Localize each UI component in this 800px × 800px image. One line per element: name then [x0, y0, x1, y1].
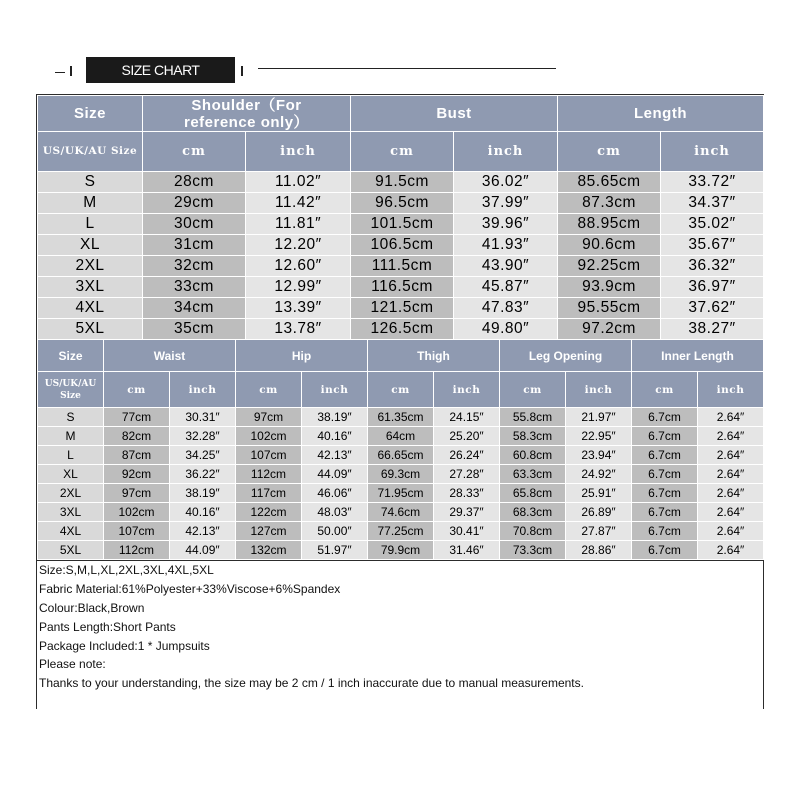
cm-value-cell: 6.7cm [632, 465, 698, 484]
table-row [38, 214, 764, 235]
inch-value-cell: 40.16″ [302, 427, 368, 446]
size-cell: M [38, 193, 143, 214]
table-row [38, 522, 764, 541]
bust-header: Bust [351, 96, 558, 132]
size-cell: 3XL [38, 503, 104, 522]
shoulder-header: Shoulder（For reference only） [143, 96, 351, 132]
inch-value-cell: 30.31″ [170, 408, 236, 427]
cm-value-cell: 6.7cm [632, 503, 698, 522]
unit-inch: inch [246, 132, 351, 172]
inch-value-cell: 21.97″ [566, 408, 632, 427]
size-header: Size [38, 340, 104, 372]
leg-opening-header: Leg Opening [500, 340, 632, 372]
cm-value-cell: 29cm [143, 193, 246, 214]
inch-value-cell: 36.22″ [170, 465, 236, 484]
inch-value-cell: 45.87″ [454, 277, 558, 298]
cm-value-cell: 122cm [236, 503, 302, 522]
note-heading: Please note: [39, 657, 106, 671]
inch-value-cell: 48.03″ [302, 503, 368, 522]
note-sizes: Size:S,M,L,XL,2XL,3XL,4XL,5XL [39, 563, 214, 577]
inch-value-cell: 32.28″ [170, 427, 236, 446]
cm-value-cell: 73.3cm [500, 541, 566, 560]
table-row [38, 235, 764, 256]
inch-value-cell: 37.62″ [661, 298, 764, 319]
unit-cm: cm [558, 132, 661, 172]
inch-value-cell: 36.02″ [454, 172, 558, 193]
table-row [38, 503, 764, 522]
length-header: Length [558, 96, 764, 132]
cm-value-cell: 64cm [368, 427, 434, 446]
inch-value-cell: 38.19″ [170, 484, 236, 503]
cm-value-cell: 87.3cm [558, 193, 661, 214]
cm-value-cell: 127cm [236, 522, 302, 541]
size-cell: 3XL [38, 277, 143, 298]
table-row [38, 298, 764, 319]
cm-value-cell: 65.8cm [500, 484, 566, 503]
cm-value-cell: 90.6cm [558, 235, 661, 256]
cm-value-cell: 92.25cm [558, 256, 661, 277]
cm-value-cell: 6.7cm [632, 427, 698, 446]
cm-value-cell: 111.5cm [351, 256, 454, 277]
inch-value-cell: 50.00″ [302, 522, 368, 541]
inch-value-cell: 2.64″ [698, 541, 764, 560]
inch-value-cell: 42.13″ [302, 446, 368, 465]
cm-value-cell: 6.7cm [632, 446, 698, 465]
thigh-header: Thigh [368, 340, 500, 372]
unit-inch: inch [170, 372, 236, 408]
inch-value-cell: 39.96″ [454, 214, 558, 235]
cm-value-cell: 63.3cm [500, 465, 566, 484]
inch-value-cell: 24.92″ [566, 465, 632, 484]
inch-value-cell: 2.64″ [698, 427, 764, 446]
cm-value-cell: 102cm [104, 503, 170, 522]
cm-value-cell: 85.65cm [558, 172, 661, 193]
cm-value-cell: 132cm [236, 541, 302, 560]
banner-tick [241, 66, 243, 76]
inch-value-cell: 2.64″ [698, 446, 764, 465]
cm-value-cell: 82cm [104, 427, 170, 446]
inch-value-cell: 35.02″ [661, 214, 764, 235]
cm-value-cell: 117cm [236, 484, 302, 503]
table-row [38, 319, 764, 340]
cm-value-cell: 101.5cm [351, 214, 454, 235]
inch-value-cell: 35.67″ [661, 235, 764, 256]
cm-value-cell: 93.9cm [558, 277, 661, 298]
size-cell: M [38, 427, 104, 446]
cm-value-cell: 35cm [143, 319, 246, 340]
cm-value-cell: 91.5cm [351, 172, 454, 193]
inch-value-cell: 33.72″ [661, 172, 764, 193]
unit-cm: cm [104, 372, 170, 408]
cm-value-cell: 61.35cm [368, 408, 434, 427]
cm-value-cell: 107cm [236, 446, 302, 465]
cm-value-cell: 107cm [104, 522, 170, 541]
inner-length-header: Inner Length [632, 340, 764, 372]
inch-value-cell: 28.86″ [566, 541, 632, 560]
note-fabric: Fabric Material:61%Polyester+33%Viscose+6%Spandex [39, 582, 341, 596]
size-cell: L [38, 214, 143, 235]
inch-value-cell: 23.94″ [566, 446, 632, 465]
inch-value-cell: 25.91″ [566, 484, 632, 503]
unit-inch: inch [454, 132, 558, 172]
cm-value-cell: 126.5cm [351, 319, 454, 340]
inch-value-cell: 42.13″ [170, 522, 236, 541]
cm-value-cell: 121.5cm [351, 298, 454, 319]
inch-value-cell: 30.41″ [434, 522, 500, 541]
inch-value-cell: 37.99″ [454, 193, 558, 214]
cm-value-cell: 74.6cm [368, 503, 434, 522]
inch-value-cell: 26.89″ [566, 503, 632, 522]
cm-value-cell: 88.95cm [558, 214, 661, 235]
table-row [38, 541, 764, 560]
table-row [38, 408, 764, 427]
cm-value-cell: 6.7cm [632, 408, 698, 427]
note-package: Package Included:1 * Jumpsuits [39, 639, 210, 653]
inch-value-cell: 12.60″ [246, 256, 351, 277]
inch-value-cell: 26.24″ [434, 446, 500, 465]
inch-value-cell: 2.64″ [698, 503, 764, 522]
cm-value-cell: 77.25cm [368, 522, 434, 541]
size-cell: S [38, 172, 143, 193]
region-size-label: US/UK/AU Size [38, 132, 143, 172]
inch-value-cell: 11.02″ [246, 172, 351, 193]
inch-value-cell: 27.87″ [566, 522, 632, 541]
inch-value-cell: 2.64″ [698, 465, 764, 484]
table-row [38, 256, 764, 277]
unit-inch: inch [566, 372, 632, 408]
cm-value-cell: 58.3cm [500, 427, 566, 446]
inch-value-cell: 51.97″ [302, 541, 368, 560]
cm-value-cell: 77cm [104, 408, 170, 427]
note-colour: Colour:Black,Brown [39, 601, 145, 615]
unit-inch: inch [661, 132, 764, 172]
inch-value-cell: 36.32″ [661, 256, 764, 277]
inch-value-cell: 13.39″ [246, 298, 351, 319]
cm-value-cell: 55.8cm [500, 408, 566, 427]
cm-value-cell: 6.7cm [632, 522, 698, 541]
unit-cm: cm [143, 132, 246, 172]
region-size-label: US/UK/AU Size [38, 372, 104, 408]
inch-value-cell: 12.99″ [246, 277, 351, 298]
inch-value-cell: 36.97″ [661, 277, 764, 298]
inch-value-cell: 11.42″ [246, 193, 351, 214]
inch-value-cell: 2.64″ [698, 484, 764, 503]
cm-value-cell: 32cm [143, 256, 246, 277]
cm-value-cell: 87cm [104, 446, 170, 465]
cm-value-cell: 66.65cm [368, 446, 434, 465]
inch-value-cell: 40.16″ [170, 503, 236, 522]
inch-value-cell: 41.93″ [454, 235, 558, 256]
cm-value-cell: 96.5cm [351, 193, 454, 214]
cm-value-cell: 60.8cm [500, 446, 566, 465]
inch-value-cell: 25.20″ [434, 427, 500, 446]
cm-value-cell: 79.9cm [368, 541, 434, 560]
unit-cm: cm [632, 372, 698, 408]
top-measurements-table [37, 95, 764, 340]
cm-value-cell: 116.5cm [351, 277, 454, 298]
cm-value-cell: 69.3cm [368, 465, 434, 484]
note-length: Pants Length:Short Pants [39, 620, 176, 634]
product-notes [37, 560, 763, 709]
inch-value-cell: 27.28″ [434, 465, 500, 484]
unit-cm: cm [236, 372, 302, 408]
cm-value-cell: 30cm [143, 214, 246, 235]
unit-inch: inch [434, 372, 500, 408]
cm-value-cell: 92cm [104, 465, 170, 484]
cm-value-cell: 106.5cm [351, 235, 454, 256]
size-cell: 4XL [38, 522, 104, 541]
inch-value-cell: 24.15″ [434, 408, 500, 427]
size-cell: XL [38, 235, 143, 256]
table-row [38, 427, 764, 446]
inch-value-cell: 44.09″ [170, 541, 236, 560]
inch-value-cell: 46.06″ [302, 484, 368, 503]
cm-value-cell: 6.7cm [632, 484, 698, 503]
inch-value-cell: 28.33″ [434, 484, 500, 503]
note-disclaimer: Thanks to your understanding, the size may be 2 cm / 1 inch inaccurate due to manual measurements. [39, 676, 584, 690]
cm-value-cell: 34cm [143, 298, 246, 319]
inch-value-cell: 31.46″ [434, 541, 500, 560]
size-cell: 5XL [38, 319, 143, 340]
inch-value-cell: 38.27″ [661, 319, 764, 340]
table-row [38, 193, 764, 214]
cm-value-cell: 33cm [143, 277, 246, 298]
inch-value-cell: 2.64″ [698, 522, 764, 541]
size-cell: 4XL [38, 298, 143, 319]
inch-value-cell: 43.90″ [454, 256, 558, 277]
unit-cm: cm [351, 132, 454, 172]
size-cell: 5XL [38, 541, 104, 560]
size-cell: 2XL [38, 484, 104, 503]
cm-value-cell: 6.7cm [632, 541, 698, 560]
cm-value-cell: 71.95cm [368, 484, 434, 503]
inch-value-cell: 11.81″ [246, 214, 351, 235]
inch-value-cell: 44.09″ [302, 465, 368, 484]
size-cell: XL [38, 465, 104, 484]
inch-value-cell: 49.80″ [454, 319, 558, 340]
inch-value-cell: 22.95″ [566, 427, 632, 446]
table-row [38, 446, 764, 465]
inch-value-cell: 47.83″ [454, 298, 558, 319]
table-row [38, 465, 764, 484]
inch-value-cell: 2.64″ [698, 408, 764, 427]
table-row [38, 484, 764, 503]
banner-tick [70, 66, 72, 76]
cm-value-cell: 97cm [104, 484, 170, 503]
bottom-measurements-table [37, 339, 764, 560]
size-cell: L [38, 446, 104, 465]
size-cell: 2XL [38, 256, 143, 277]
waist-header: Waist [104, 340, 236, 372]
size-cell: S [38, 408, 104, 427]
table-row [38, 277, 764, 298]
cm-value-cell: 95.55cm [558, 298, 661, 319]
cm-value-cell: 112cm [236, 465, 302, 484]
unit-inch: inch [698, 372, 764, 408]
inch-value-cell: 12.20″ [246, 235, 351, 256]
inch-value-cell: 34.37″ [661, 193, 764, 214]
cm-value-cell: 28cm [143, 172, 246, 193]
cm-value-cell: 31cm [143, 235, 246, 256]
banner-rule-right [258, 68, 556, 69]
hip-header: Hip [236, 340, 368, 372]
cm-value-cell: 97.2cm [558, 319, 661, 340]
size-header: Size [38, 96, 143, 132]
cm-value-cell: 97cm [236, 408, 302, 427]
cm-value-cell: 102cm [236, 427, 302, 446]
cm-value-cell: 70.8cm [500, 522, 566, 541]
inch-value-cell: 13.78″ [246, 319, 351, 340]
cm-value-cell: 68.3cm [500, 503, 566, 522]
table-row [38, 172, 764, 193]
banner-rule-left [55, 72, 65, 73]
inch-value-cell: 38.19″ [302, 408, 368, 427]
size-chart-title: SIZE CHART [86, 57, 235, 83]
unit-cm: cm [500, 372, 566, 408]
unit-inch: inch [302, 372, 368, 408]
inch-value-cell: 34.25″ [170, 446, 236, 465]
inch-value-cell: 29.37″ [434, 503, 500, 522]
unit-cm: cm [368, 372, 434, 408]
cm-value-cell: 112cm [104, 541, 170, 560]
